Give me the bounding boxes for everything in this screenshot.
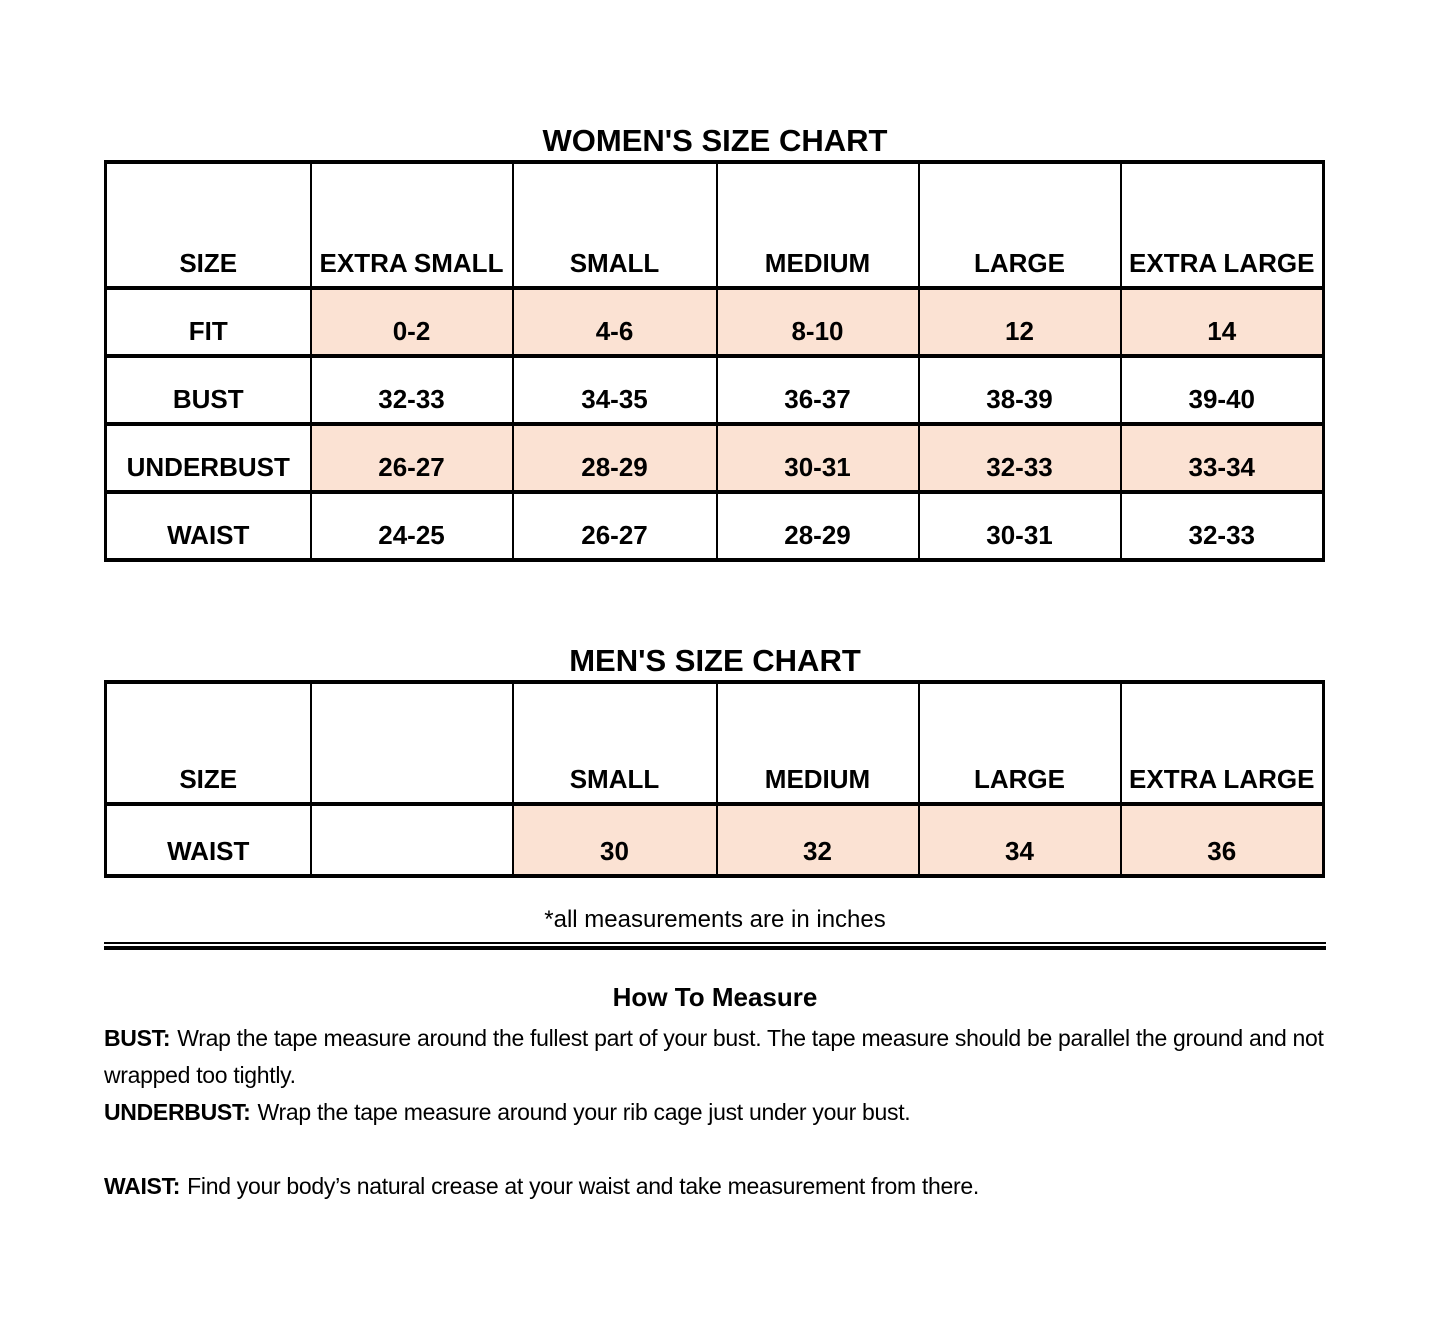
mens-waist-value-cell: 32 (717, 804, 919, 876)
womens-header-large: LARGE (919, 162, 1121, 288)
mens-waist-value-cell: 34 (919, 804, 1121, 876)
mens-size-table (104, 680, 1325, 878)
fit-value-cell: 8-10 (717, 288, 919, 356)
mens-header-row (106, 682, 1324, 804)
divider-rule (104, 942, 1326, 950)
waist-instruction-label: WAIST: (104, 1173, 181, 1199)
underbust-value-cell: 26-27 (311, 424, 513, 492)
womens-size-header-cell: SIZE (106, 162, 311, 288)
waist-instruction-text: Find your body’s natural crease at your waist and take measurement from there. (187, 1173, 979, 1199)
bust-instruction-text: Wrap the tape measure around the fullest part of your bust. The tape measure should be parallel the ground and not wrapped too tightly. (104, 1025, 1324, 1088)
mens-header-empty-cell (311, 682, 513, 804)
womens-size-table (104, 160, 1325, 562)
underbust-instruction-text: Wrap the tape measure around your rib cage just under your bust. (257, 1099, 911, 1125)
womens-waist-row (106, 492, 1324, 560)
waist-value-cell: 30-31 (919, 492, 1121, 560)
fit-value-cell: 12 (919, 288, 1121, 356)
how-to-measure-title: How To Measure (612, 982, 818, 1012)
womens-bust-row (106, 356, 1324, 424)
underbust-value-cell: 30-31 (717, 424, 919, 492)
bust-value-cell: 38-39 (919, 356, 1121, 424)
womens-header-row (106, 162, 1324, 288)
waist-value-cell: 24-25 (311, 492, 513, 560)
fit-row-label: FIT (106, 288, 311, 356)
waist-instruction (104, 1168, 1326, 1205)
mens-header-medium: MEDIUM (717, 682, 919, 804)
underbust-instruction-label: UNDERBUST: (104, 1099, 251, 1125)
bust-value-cell: 39-40 (1121, 356, 1324, 424)
mens-chart-title: MEN'S SIZE CHART (569, 643, 861, 678)
waist-row-label: WAIST (106, 492, 311, 560)
size-chart-page (104, 0, 1326, 1205)
fit-value-cell: 4-6 (513, 288, 717, 356)
womens-header-extra-small: EXTRA SMALL (311, 162, 513, 288)
mens-waist-row (106, 804, 1324, 876)
bust-value-cell: 36-37 (717, 356, 919, 424)
mens-waist-value-cell: 30 (513, 804, 717, 876)
womens-header-medium: MEDIUM (717, 162, 919, 288)
waist-value-cell: 28-29 (717, 492, 919, 560)
bust-instruction (104, 1020, 1326, 1094)
underbust-value-cell: 33-34 (1121, 424, 1324, 492)
bust-value-cell: 34-35 (513, 356, 717, 424)
mens-waist-value-cell: 36 (1121, 804, 1324, 876)
mens-waist-row-label: WAIST (106, 804, 311, 876)
underbust-instruction (104, 1094, 1326, 1131)
underbust-row-label: UNDERBUST (106, 424, 311, 492)
how-to-measure-section (104, 980, 1326, 1205)
waist-value-cell: 32-33 (1121, 492, 1324, 560)
underbust-value-cell: 32-33 (919, 424, 1121, 492)
womens-fit-row (106, 288, 1324, 356)
mens-header-large: LARGE (919, 682, 1121, 804)
mens-header-extra-large: EXTRA LARGE (1121, 682, 1324, 804)
mens-waist-empty-cell (311, 804, 513, 876)
bust-value-cell: 32-33 (311, 356, 513, 424)
waist-value-cell: 26-27 (513, 492, 717, 560)
womens-underbust-row (106, 424, 1324, 492)
womens-header-small: SMALL (513, 162, 717, 288)
fit-value-cell: 14 (1121, 288, 1324, 356)
womens-chart-title: WOMEN'S SIZE CHART (542, 123, 888, 158)
bust-instruction-label: BUST: (104, 1025, 171, 1051)
mens-size-header-cell: SIZE (106, 682, 311, 804)
fit-value-cell: 0-2 (311, 288, 513, 356)
mens-header-small: SMALL (513, 682, 717, 804)
womens-header-extra-large: EXTRA LARGE (1121, 162, 1324, 288)
bust-row-label: BUST (106, 356, 311, 424)
measurements-footnote: *all measurements are in inches (544, 906, 886, 933)
underbust-value-cell: 28-29 (513, 424, 717, 492)
